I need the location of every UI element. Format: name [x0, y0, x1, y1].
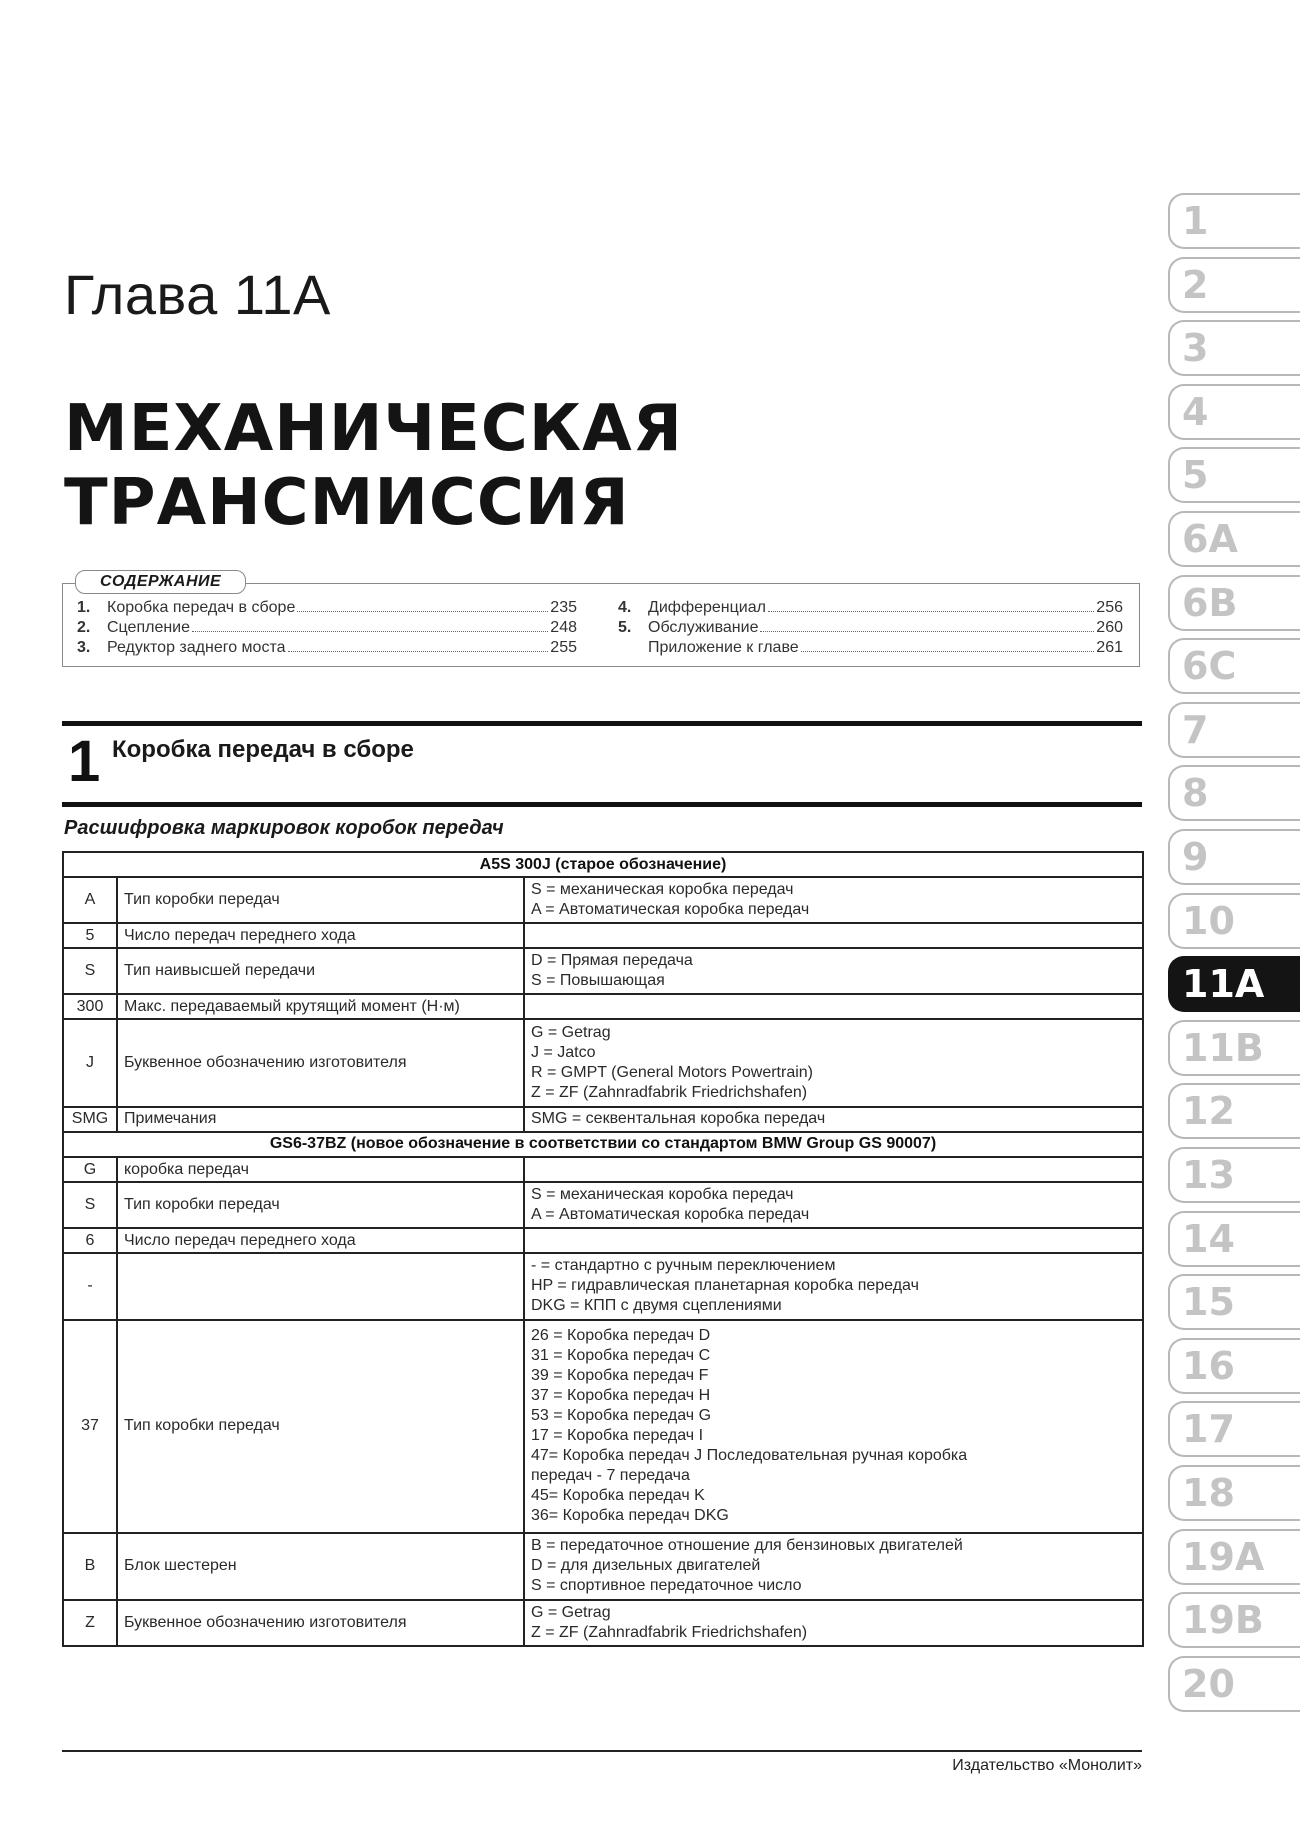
table-row — [63, 1533, 1143, 1600]
table-cell-label: коробка передач — [117, 1157, 524, 1182]
table-of-contents — [62, 573, 1140, 667]
chapter-tab-12[interactable]: 12 — [1168, 1083, 1300, 1139]
table-cell-label: Тип коробки передач — [117, 1182, 524, 1228]
table-value-line: 26 = Коробка передач D — [531, 1327, 711, 1345]
table-cell-values — [524, 1228, 1143, 1253]
table-cell-values — [524, 1157, 1143, 1182]
chapter-tab-11a[interactable]: 11A — [1168, 956, 1300, 1012]
table-value-line: D = Прямая передача — [531, 952, 693, 970]
toc-entry[interactable] — [77, 638, 577, 658]
table-row — [63, 1600, 1143, 1646]
table-cell-code: - — [63, 1253, 117, 1320]
table-value-line: S = спортивное передаточное число — [531, 1577, 802, 1595]
table-value-line: 36= Коробка передач DKG — [531, 1507, 729, 1525]
gearbox-marking-table-body — [63, 852, 1143, 1646]
toc-entry-title: Приложение к главе — [648, 639, 799, 656]
toc-entry-page: 248 — [550, 619, 577, 636]
chapter-tab-5[interactable]: 5 — [1168, 447, 1300, 503]
gearbox-marking-table — [62, 851, 1144, 1647]
table-value-line: 31 = Коробка передач C — [531, 1347, 711, 1365]
table-cell-code: 300 — [63, 994, 117, 1019]
table-cell-values — [524, 1533, 1143, 1600]
toc-entry[interactable] — [618, 638, 1123, 658]
chapter-title-line-2: ТРАНСМИССИЯ — [64, 466, 630, 540]
table-caption: Расшифровка маркировок коробок передач — [64, 817, 504, 839]
table-cell-code: 37 — [63, 1320, 117, 1533]
toc-leader-dots — [801, 650, 1095, 652]
table-row — [63, 1107, 1143, 1132]
table-value-line: - = стандартно с ручным переключением — [531, 1257, 836, 1275]
chapter-tab-8[interactable]: 8 — [1168, 765, 1300, 821]
table-cell-values — [524, 1107, 1143, 1132]
chapter-tab-3[interactable]: 3 — [1168, 320, 1300, 376]
table-cell-values — [524, 1182, 1143, 1228]
table-value-line: 53 = Коробка передач G — [531, 1407, 712, 1425]
table-group-header-row — [63, 1132, 1143, 1157]
chapter-tab-2[interactable]: 2 — [1168, 257, 1300, 313]
toc-entry[interactable] — [77, 618, 577, 638]
table-row — [63, 994, 1143, 1019]
table-value-line: Z = ZF (Zahnradfabrik Friedrichshafen) — [531, 1083, 808, 1101]
chapter-tab-19b[interactable]: 19B — [1168, 1592, 1300, 1648]
toc-entry-title: Обслуживание — [648, 619, 759, 636]
toc-entry[interactable] — [618, 618, 1123, 638]
chapter-title — [64, 392, 683, 540]
table-row — [63, 1019, 1143, 1107]
toc-leader-dots — [760, 630, 1094, 632]
table-group-header: A5S 300J (старое обозначение) — [63, 852, 1143, 877]
table-cell-code: 6 — [63, 1228, 117, 1253]
chapter-tab-6c[interactable]: 6C — [1168, 638, 1300, 694]
toc-entry-page: 255 — [550, 639, 577, 656]
table-row — [63, 948, 1143, 994]
table-value-line: 17 = Коробка передач I — [531, 1427, 704, 1445]
chapter-tab-7[interactable]: 7 — [1168, 702, 1300, 758]
footer-rule — [62, 1750, 1142, 1752]
table-cell-code: J — [63, 1019, 117, 1107]
table-value-line: 37 = Коробка передач H — [531, 1387, 711, 1405]
toc-header: СОДЕРЖАНИЕ — [75, 570, 246, 594]
table-row — [63, 1157, 1143, 1182]
table-value-line: D = для дизельных двигателей — [531, 1557, 761, 1575]
table-cell-values — [524, 1320, 1143, 1533]
toc-entry-number: 4. — [618, 599, 632, 616]
chapter-tab-19a[interactable]: 19A — [1168, 1529, 1300, 1585]
table-cell-values — [524, 1253, 1143, 1320]
table-group-header: GS6-37BZ (новое обозначение в соответствии со стандартом BMW Group GS 90007) — [63, 1132, 1143, 1157]
table-cell-values — [524, 1019, 1143, 1107]
toc-entry-number: 5. — [618, 619, 632, 636]
table-row — [63, 1182, 1143, 1228]
table-cell-values — [524, 877, 1143, 923]
section-top-rule — [62, 721, 1142, 726]
toc-entry-page: 235 — [550, 599, 577, 616]
table-cell-label: Буквенное обозначению изготовителя — [117, 1600, 524, 1646]
table-cell-code: SMG — [63, 1107, 117, 1132]
toc-entry-title: Сцепление — [107, 619, 191, 636]
table-row — [63, 923, 1143, 948]
table-cell-values — [524, 1600, 1143, 1646]
table-cell-code: G — [63, 1157, 117, 1182]
table-value-line: 47= Коробка передач J Последовательная ручная коробка — [531, 1447, 968, 1465]
table-row — [63, 1253, 1143, 1320]
table-value-line: передач - 7 передача — [531, 1467, 690, 1485]
table-cell-label: Тип наивысшей передачи — [117, 948, 524, 994]
table-cell-code: A — [63, 877, 117, 923]
publisher-name: Издательство «Монолит» — [952, 1757, 1142, 1774]
table-cell-label: Блок шестерен — [117, 1533, 524, 1600]
table-value-line: 39 = Коробка передач F — [531, 1367, 709, 1385]
toc-entry-page: 256 — [1096, 599, 1123, 616]
chapter-tab-15[interactable]: 15 — [1168, 1274, 1300, 1330]
table-value-line: SMG = секвентальная коробка передач — [531, 1110, 826, 1128]
section-title: Коробка передач в сборе — [112, 736, 414, 763]
chapter-tab-10[interactable]: 10 — [1168, 893, 1300, 949]
table-value-line: HP = гидравлическая планетарная коробка передач — [531, 1277, 919, 1295]
table-value-line: G = Getrag — [531, 1603, 611, 1621]
table-value-line: G = Getrag — [531, 1023, 611, 1041]
table-cell-values — [524, 948, 1143, 994]
toc-column-right — [618, 598, 1123, 658]
toc-entry-title: Коробка передач в сборе — [107, 599, 296, 616]
chapter-tab-9[interactable]: 9 — [1168, 829, 1300, 885]
table-cell-label: Число передач переднего хода — [117, 923, 524, 948]
table-value-line: S = механическая коробка передач — [531, 881, 794, 899]
chapter-tab-14[interactable]: 14 — [1168, 1211, 1300, 1267]
toc-leader-dots — [768, 610, 1094, 612]
toc-entry-number: 3. — [77, 639, 91, 656]
table-value-line: S = механическая коробка передач — [531, 1186, 794, 1203]
table-value-line: DKG = КПП с двумя сцеплениями — [531, 1297, 782, 1315]
chapter-label: Глава 11A — [64, 263, 331, 326]
table-cell-label: Тип коробки передач — [117, 1320, 524, 1533]
table-cell-code: S — [63, 948, 117, 994]
table-value-line: S = Повышающая — [531, 972, 665, 990]
chapter-title-line-1: МЕХАНИЧЕСКАЯ — [64, 392, 683, 466]
table-cell-values — [524, 994, 1143, 1019]
chapter-tab-11b[interactable]: 11B — [1168, 1020, 1300, 1076]
toc-leader-dots — [297, 610, 548, 612]
chapter-tab-13[interactable]: 13 — [1168, 1147, 1300, 1203]
table-cell-label: Тип коробки передач — [117, 877, 524, 923]
toc-column-left — [77, 598, 577, 658]
chapter-tab-6b[interactable]: 6B — [1168, 575, 1300, 631]
table-cell-label: Макс. передаваемый крутящий момент (Н·м) — [117, 994, 524, 1019]
table-row — [63, 877, 1143, 923]
table-cell-label — [117, 1253, 524, 1320]
chapter-tab-18[interactable]: 18 — [1168, 1465, 1300, 1521]
toc-entry-number: 2. — [77, 619, 91, 636]
toc-entry[interactable] — [77, 598, 577, 618]
table-value-line: R = GMPT (General Motors Powertrain) — [531, 1063, 814, 1081]
table-row — [63, 1320, 1143, 1533]
table-cell-code: Z — [63, 1600, 117, 1646]
chapter-tab-1[interactable]: 1 — [1168, 193, 1300, 249]
chapter-tab-4[interactable]: 4 — [1168, 384, 1300, 440]
section-number: 1 — [68, 729, 101, 794]
table-value-line: J = Jatco — [531, 1043, 596, 1061]
chapter-tab-17[interactable]: 17 — [1168, 1401, 1300, 1457]
toc-entry-page: 261 — [1096, 639, 1123, 656]
table-cell-code: 5 — [63, 923, 117, 948]
toc-leader-dots — [192, 630, 548, 632]
toc-entry-page: 260 — [1096, 619, 1123, 636]
table-value-line: Z = ZF (Zahnradfabrik Friedrichshafen) — [531, 1623, 808, 1641]
chapter-tab-6a[interactable]: 6A — [1168, 511, 1300, 567]
toc-entry[interactable] — [618, 598, 1123, 618]
section-bottom-rule — [62, 802, 1142, 807]
toc-entry-title: Дифференциал — [648, 599, 766, 616]
table-cell-label: Буквенное обозначению изготовителя — [117, 1019, 524, 1107]
toc-leader-dots — [288, 650, 549, 652]
table-row — [63, 1228, 1143, 1253]
table-cell-values — [524, 923, 1143, 948]
toc-entry-number: 1. — [77, 599, 91, 616]
chapter-tab-20[interactable]: 20 — [1168, 1656, 1300, 1712]
table-value-line: A = Автоматическая коробка передач — [531, 901, 810, 919]
table-value-line: A = Автоматическая коробка передач — [531, 1206, 810, 1223]
table-value-line: B = передаточное отношение для бензиновых двигателей — [531, 1537, 963, 1555]
table-cell-label: Примечания — [117, 1107, 524, 1132]
table-group-header-row — [63, 852, 1143, 877]
table-cell-code: S — [63, 1182, 117, 1228]
toc-entry-title: Редуктор заднего моста — [107, 639, 286, 656]
table-cell-code: B — [63, 1533, 117, 1600]
chapter-tab-16[interactable]: 16 — [1168, 1338, 1300, 1394]
table-cell-label: Число передач переднего хода — [117, 1228, 524, 1253]
table-value-line: 45= Коробка передач K — [531, 1487, 705, 1505]
